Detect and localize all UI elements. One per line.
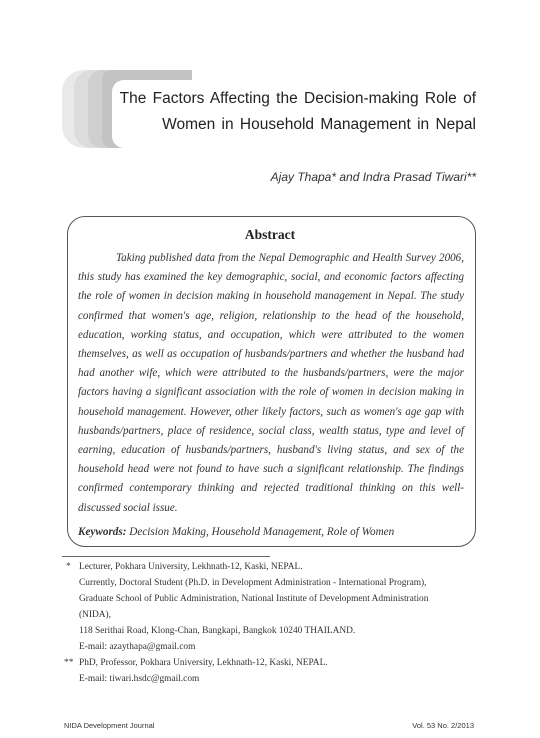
authors: Ajay Thapa* and Indra Prasad Tiwari** (270, 170, 476, 184)
abstract-text: Taking published data from the Nepal Demographic and Health Survey 2006, this study has examined the key demographic, social, and economic factors affecting the role of women in decision making in household management in Nepal. The study confirmed that women's age, religion, relationship to the head of the household, education, working status, and occupation, which were attributed to the women themselves, as well as occupation of husbands/partners and whether the husband had had another wife, which were attributed to the husbands/partners, were the major factors having a significant association with the role of women in decision making in household management. However, other likely factors, such as women's age gap with husbands/partners, place of residence, social class, wealth status, type and level of earning, education of husbands/partners, husband's living status, and sex of the household head were not found to have such a significant relationship. The findings confirmed contemporary thinking and rejected traditional thinking on this well-discussed social issue. (78, 252, 464, 514)
paper-title-line-2: Women in Household Management in Nepal (162, 116, 476, 133)
footnote-1-line-1: Lecturer, Pokhara University, Lekhnath-12, Kaski, NEPAL. (79, 562, 303, 572)
keywords-label: Keywords: (78, 526, 127, 538)
footnote-1-address: 118 Serithai Road, Klong-Chan, Bangkapi, Bangkok 10240 THAILAND. (79, 626, 356, 636)
journal-volume: Vol. 53 No. 2/2013 (412, 721, 474, 730)
paper-title-line-1: The Factors Affecting the Decision-making Role of (119, 90, 476, 107)
footnote-1-email: E-mail: azaythapa@gmail.com (79, 642, 196, 652)
keywords-list: Decision Making, Household Management, Role of Women (129, 526, 395, 538)
footnote-mark-2: ** (64, 658, 74, 668)
footnote-1-line-4: (NIDA), (79, 610, 112, 620)
footnote-mark-1: * (66, 562, 71, 572)
journal-name: NIDA Development Journal (64, 721, 155, 730)
keywords (78, 526, 468, 538)
footnote-1-line-2: Currently, Doctoral Student (Ph.D. in Development Administration - International Program), (79, 578, 427, 588)
abstract-heading: Abstract (244, 227, 296, 242)
footnote-2-email: E-mail: tiwari.hsdc@gmail.com (79, 674, 200, 684)
footnote-2-line-1: PhD, Professor, Pokhara University, Lekhnath-12, Kaski, NEPAL. (79, 658, 328, 668)
footnote-1-line-3: Graduate School of Public Administration, National Institute of Development Administration (79, 594, 429, 604)
footnote-divider (62, 556, 270, 557)
